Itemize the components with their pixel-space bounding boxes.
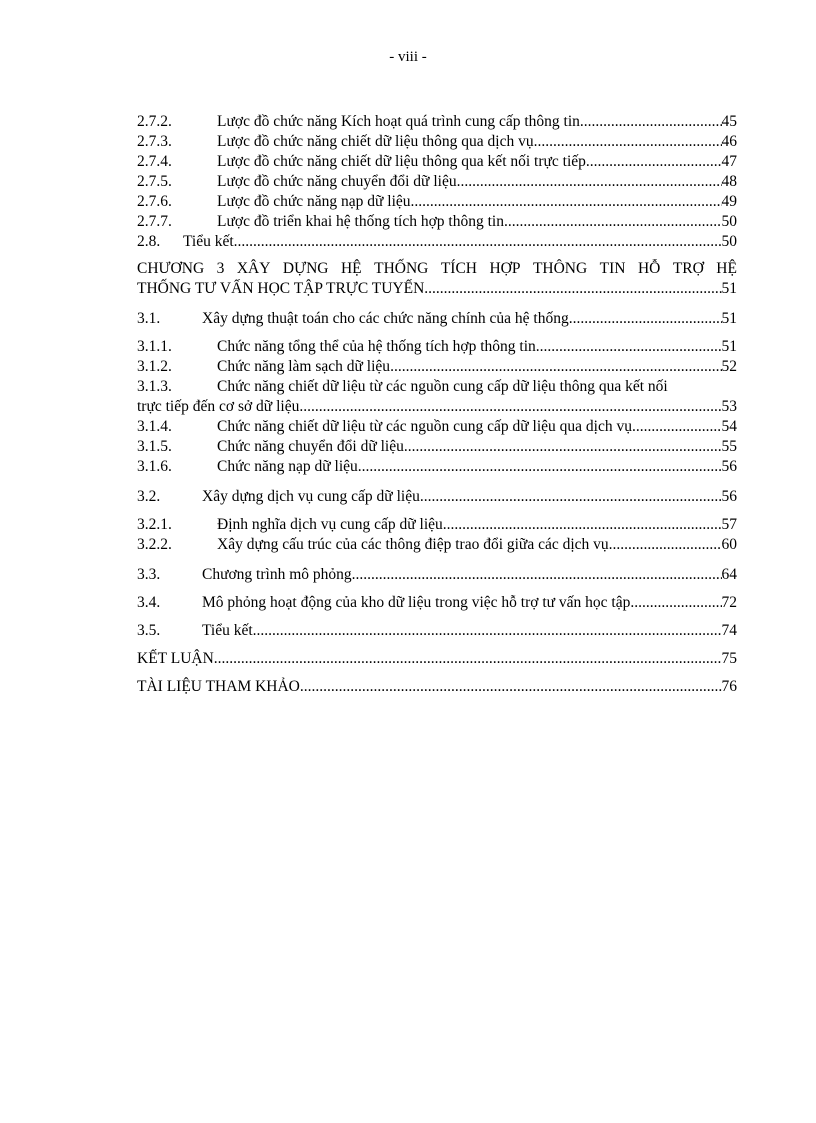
toc-page: 50 bbox=[721, 233, 737, 250]
toc-title: Lược đồ triển khai hệ thống tích hợp thông tin bbox=[217, 213, 504, 230]
toc-page: 51 bbox=[721, 280, 737, 297]
toc-number: 3.1.5. bbox=[137, 438, 172, 455]
toc-title: Chức năng nạp dữ liệu bbox=[217, 458, 358, 475]
toc-entry-2-7-2[interactable] bbox=[137, 112, 737, 132]
toc-number: 3.1.4. bbox=[137, 418, 172, 435]
toc-page: 75 bbox=[721, 650, 737, 667]
dot-leader bbox=[424, 279, 721, 299]
dot-leader bbox=[420, 487, 722, 507]
dot-leader bbox=[390, 357, 721, 377]
toc-entry-line bbox=[137, 377, 737, 397]
dot-leader bbox=[300, 677, 722, 697]
toc-entry-2-7-4[interactable] bbox=[137, 152, 737, 172]
toc-entry-2-7-5[interactable] bbox=[137, 172, 737, 192]
toc-entry-3-3[interactable] bbox=[137, 565, 737, 585]
toc-entry-3-2-2[interactable] bbox=[137, 535, 737, 555]
toc-entry-line bbox=[137, 397, 737, 417]
toc-entry-3-1-6[interactable] bbox=[137, 457, 737, 477]
chapter-title-word: HỆ bbox=[716, 260, 737, 277]
toc-title: Chức năng làm sạch dữ liệu bbox=[217, 358, 391, 375]
toc-entry-3-1-1[interactable] bbox=[137, 337, 737, 357]
toc-title: Tiểu kết bbox=[202, 622, 253, 639]
toc-title-continued: trực tiếp đến cơ sở dữ liệu bbox=[137, 398, 300, 415]
toc-title: Định nghĩa dịch vụ cung cấp dữ liệu bbox=[217, 516, 443, 533]
chapter-title-word: THỐNG bbox=[374, 260, 429, 277]
toc-title: Chức năng tổng thể của hệ thống tích hợp thông tin bbox=[217, 338, 536, 355]
chapter-title-line-2 bbox=[137, 279, 737, 299]
chapter-title-word: 3 bbox=[216, 260, 225, 277]
toc-page: 56 bbox=[721, 488, 737, 505]
toc-number: 3.1. bbox=[137, 310, 161, 327]
dot-leader bbox=[443, 515, 722, 535]
toc-entry-ket-luan[interactable] bbox=[137, 649, 737, 669]
toc-page: 72 bbox=[721, 594, 737, 611]
toc-number: 3.3. bbox=[137, 566, 161, 583]
toc-page: 45 bbox=[721, 113, 737, 130]
toc-page: 47 bbox=[721, 153, 737, 170]
toc-title: Tiểu kết bbox=[183, 233, 234, 250]
toc-number: 3.2.1. bbox=[137, 516, 172, 533]
toc-page: 56 bbox=[721, 458, 737, 475]
toc-title: Chức năng chuyển đổi dữ liệu bbox=[217, 438, 404, 455]
toc-page: 48 bbox=[721, 173, 737, 190]
toc-number: 2.7.6. bbox=[137, 193, 172, 210]
toc-number: 2.7.2. bbox=[137, 113, 172, 130]
toc-title: Xây dựng cấu trúc của các thông điệp trao đổi giữa các dịch vụ bbox=[217, 536, 609, 553]
dot-leader bbox=[534, 132, 722, 152]
toc-number: 3.1.3. bbox=[137, 378, 172, 395]
toc-entry-2-7-6[interactable] bbox=[137, 192, 737, 212]
toc-title: Chức năng chiết dữ liệu từ các nguồn cung cấp dữ liệu qua dịch vụ bbox=[217, 418, 632, 435]
toc-title: Lược đồ chức năng chiết dữ liệu thông qua kết nối trực tiếp bbox=[217, 153, 586, 170]
toc-entry-2-7-3[interactable] bbox=[137, 132, 737, 152]
chapter-title-word: TÍCH bbox=[440, 260, 477, 277]
chapter-title-word: HỖ bbox=[637, 260, 661, 277]
dot-leader bbox=[609, 535, 722, 555]
chapter-title-word: DỰNG bbox=[282, 260, 329, 277]
toc-page: 60 bbox=[721, 536, 737, 553]
toc-page: 76 bbox=[721, 678, 737, 695]
toc-entry-3-1-5[interactable] bbox=[137, 437, 737, 457]
dot-leader bbox=[457, 172, 722, 192]
toc-page: 49 bbox=[721, 193, 737, 210]
toc-number: 2.7.4. bbox=[137, 153, 172, 170]
dot-leader bbox=[536, 337, 722, 357]
toc-title: Xây dựng thuật toán cho các chức năng chính của hệ thống bbox=[202, 310, 569, 327]
chapter-title-word: TRỢ bbox=[672, 260, 704, 277]
toc-page: 64 bbox=[721, 566, 737, 583]
toc-page: 55 bbox=[721, 438, 737, 455]
dot-leader bbox=[299, 397, 721, 417]
toc-entry-3-1[interactable] bbox=[137, 309, 737, 329]
chapter-title-word: HỆ bbox=[340, 260, 362, 277]
toc-number: 3.2. bbox=[137, 488, 161, 505]
toc-entry-2-7-7[interactable] bbox=[137, 212, 737, 232]
toc-page: 54 bbox=[721, 418, 737, 435]
chapter-title-word: TIN bbox=[599, 260, 626, 277]
toc-title: Lược đồ chức năng chuyển đổi dữ liệu bbox=[217, 173, 457, 190]
toc-page: 74 bbox=[721, 622, 737, 639]
toc-title: THỐNG TƯ VẤN HỌC TẬP TRỰC TUYẾN bbox=[137, 280, 425, 297]
toc-entry-2-8[interactable] bbox=[137, 232, 737, 252]
toc-page: 51 bbox=[721, 310, 737, 327]
toc-number: 3.4. bbox=[137, 594, 161, 611]
toc-number: 3.1.2. bbox=[137, 358, 172, 375]
toc-number: 2.7.5. bbox=[137, 173, 172, 190]
toc-entry-3-2-1[interactable] bbox=[137, 515, 737, 535]
dot-leader bbox=[580, 112, 722, 132]
dot-leader bbox=[630, 593, 721, 613]
toc-number: 2.7.7. bbox=[137, 213, 172, 230]
dot-leader bbox=[504, 212, 722, 232]
toc-number: 3.1.6. bbox=[137, 458, 172, 475]
toc-entry-3-1-4[interactable] bbox=[137, 417, 737, 437]
toc-title: KẾT LUẬN bbox=[137, 650, 214, 667]
chapter-title-word: XÂY bbox=[236, 260, 271, 277]
toc-title: Lược đồ chức năng nạp dữ liệu bbox=[217, 193, 411, 210]
toc-page: 46 bbox=[721, 133, 737, 150]
toc-number: 3.5. bbox=[137, 622, 161, 639]
toc-number: 2.7.3. bbox=[137, 133, 172, 150]
dot-leader bbox=[352, 565, 722, 585]
toc-entry-3-4[interactable] bbox=[137, 593, 737, 613]
dot-leader bbox=[214, 649, 722, 669]
toc-entry-3-1-3[interactable] bbox=[137, 377, 737, 417]
toc-title: TÀI LIỆU THAM KHẢO bbox=[137, 678, 300, 695]
page-number: - viii - bbox=[389, 49, 427, 65]
toc-entry-3-1-2[interactable] bbox=[137, 357, 737, 377]
toc-chapter-3[interactable] bbox=[137, 259, 737, 299]
toc-title: Chương trình mô phỏng bbox=[202, 566, 352, 583]
table-of-contents bbox=[137, 112, 737, 697]
toc-number: 3.2.2. bbox=[137, 536, 172, 553]
toc-title: Mô phỏng hoạt động của kho dữ liệu trong việc hỗ trợ tư vấn học tập bbox=[202, 594, 631, 611]
dot-leader bbox=[586, 152, 722, 172]
toc-page: 52 bbox=[721, 358, 737, 375]
toc-title: Chức năng chiết dữ liệu từ các nguồn cung cấp dữ liệu thông qua kết nối bbox=[217, 378, 668, 395]
toc-title: Lược đồ chức năng Kích hoạt quá trình cung cấp thông tin bbox=[217, 113, 580, 130]
chapter-title-line-1 bbox=[137, 259, 737, 279]
dot-leader bbox=[234, 232, 722, 252]
toc-page: 50 bbox=[721, 213, 737, 230]
dot-leader bbox=[632, 417, 722, 437]
toc-number: 2.8. bbox=[137, 233, 161, 250]
toc-page: 53 bbox=[721, 398, 737, 415]
toc-title: Lược đồ chức năng chiết dữ liệu thông qua dịch vụ bbox=[217, 133, 534, 150]
chapter-title-word: CHƯƠNG bbox=[137, 260, 205, 277]
toc-page: 51 bbox=[721, 338, 737, 355]
toc-entry-3-5[interactable] bbox=[137, 621, 737, 641]
dot-leader bbox=[253, 621, 722, 641]
toc-title: Xây dựng dịch vụ cung cấp dữ liệu bbox=[202, 488, 420, 505]
chapter-title-word: THÔNG bbox=[532, 260, 588, 277]
toc-entry-3-2[interactable] bbox=[137, 487, 737, 507]
dot-leader bbox=[358, 457, 722, 477]
toc-entry-tai-lieu-tham-khao[interactable] bbox=[137, 677, 737, 697]
dot-leader bbox=[569, 309, 722, 329]
dot-leader bbox=[411, 192, 722, 212]
chapter-title-word: HỢP bbox=[489, 260, 521, 277]
toc-page: 57 bbox=[721, 516, 737, 533]
toc-number: 3.1.1. bbox=[137, 338, 172, 355]
dot-leader bbox=[404, 437, 722, 457]
